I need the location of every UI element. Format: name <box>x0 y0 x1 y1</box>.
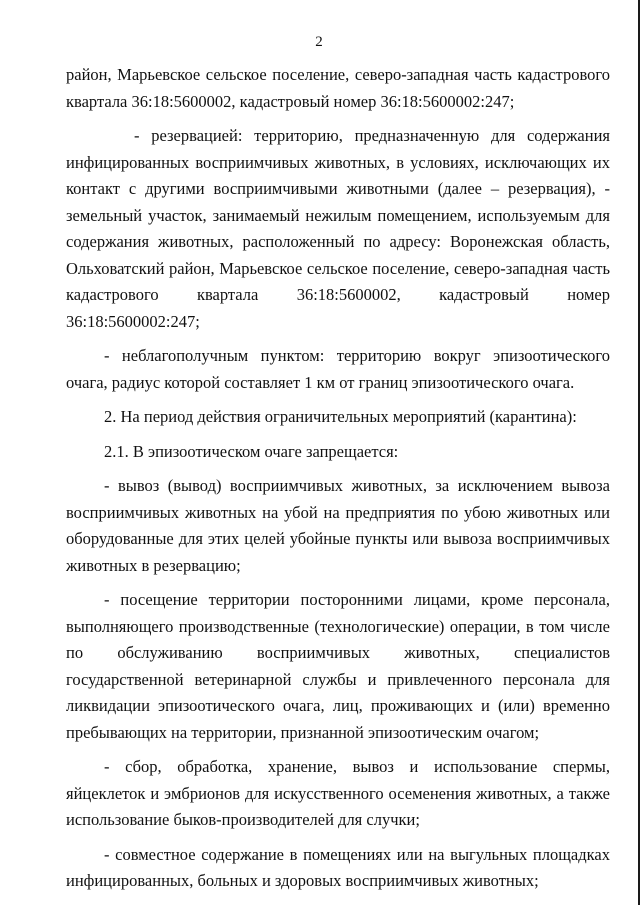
paragraph-unsafe-point-definition: - неблагополучным пунктом: территорию вокруг эпизоотического очага, радиус которой составляет 1 км от границ эпизоотического очага. <box>66 346 610 392</box>
paragraph-export-ban: - вывоз (вывод) восприимчивых животных, за исключением вывоза восприимчивых животных на убой на предприятия по убою животных или оборудованные для этих целей убойные пункты или вывоза восприимчивых животных в резервацию; <box>66 476 610 575</box>
paragraph-visit-ban: - посещение территории посторонними лицами, кроме персонала, выполняющего производственные (технологические) операции, в том числе по обслуживанию восприимчивых животных, специалистов государственной ветеринарной службы и привлеченного персонала для ликвидации эпизоотического очага, лиц, проживающих и (или) временно пребывающих на территории, признанной эпизоотическим очагом; <box>66 590 610 742</box>
paragraph-reservation-definition: - резервацией: территорию, предназначенную для содержания инфицированных восприимчивых животных, в условиях, исключающих их контакт с другими восприимчивыми животными (далее – резервация), - земельный участок, занимаемый нежилым помещением, используемым для содержания животных, расположенный по адресу: Воронежская область, Ольховатский район, Марьевское сельское поселение, северо-западная часть кадастрового квартала 36:18:5600002, кадастровый номер 36:18:5600002:247; <box>66 126 610 331</box>
paragraph-location-continuation: район, Марьевское сельское поселение, северо-западная часть кадастрового квартала 36:18:5600002, кадастровый номер 36:18:5600002:247; <box>66 65 610 111</box>
paragraph-joint-keeping-ban: - совместное содержание в помещениях или на выгульных площадках инфицированных, больных и здоровых восприимчивых животных; <box>66 844 610 890</box>
page-number: 2 <box>315 34 323 50</box>
paragraph-section-2: 2. На период действия ограничительных мероприятий (карантина): <box>104 407 577 426</box>
document-body <box>66 62 610 903</box>
paragraph-section-2-1: 2.1. В эпизоотическом очаге запрещается: <box>104 441 399 461</box>
paragraph-sperm-ban: - сбор, обработка, хранение, вывоз и использование спермы, яйцеклеток и эмбрионов для искусственного осеменения животных, а также использование быков-производителей для случки; <box>66 757 610 829</box>
